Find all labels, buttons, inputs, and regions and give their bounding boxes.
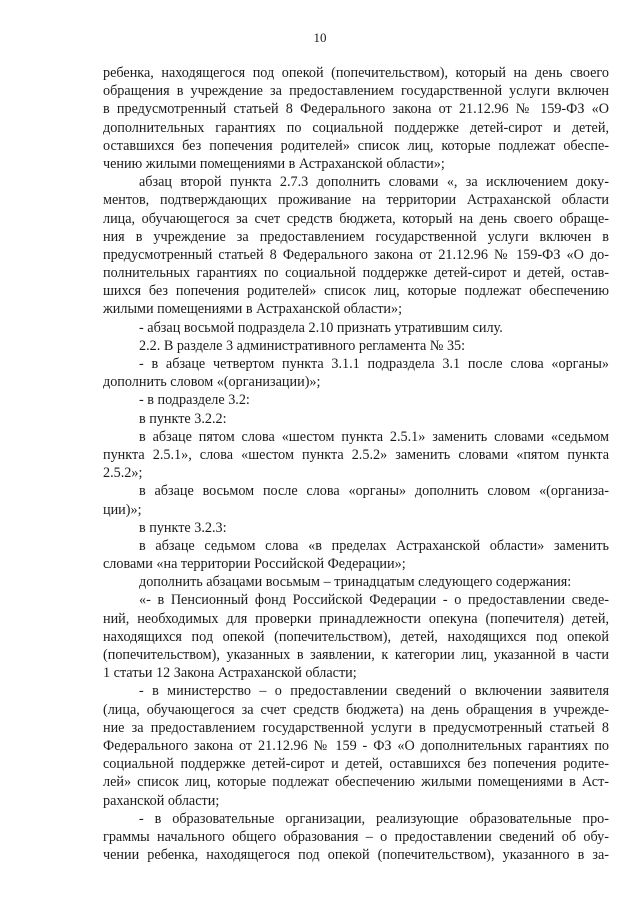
text-line: чении ребенка, находящегося под опекой (попечительством), указанного в за- bbox=[103, 847, 609, 864]
text-line: 2.2. В разделе 3 административного регламента № 35: bbox=[139, 337, 466, 354]
text-line: дополнить словом «(организации)»; bbox=[103, 374, 321, 391]
text-line: (попечительством), указанных в заявлении, к категории лиц, указанной в части bbox=[103, 647, 609, 663]
text-line: ции)»; bbox=[103, 501, 142, 518]
text-line: ментов, подтверждающих проживание на территории Астраханской области bbox=[103, 192, 609, 209]
document-body bbox=[103, 64, 609, 864]
text-line: - в министерство – о предоставлении сведений о включении заявителя bbox=[139, 683, 609, 700]
text-line: ребенка, находящегося под опекой (попечительством), который на день своего bbox=[103, 65, 609, 81]
text-line: Федерального закона от 21.12.96 № 159 - ФЗ «О дополнительных гарантиях по bbox=[103, 737, 609, 754]
text-line: абзац второй пункта 2.7.3 дополнить словами «, за исключением доку- bbox=[139, 174, 609, 191]
text-line: обращения в учреждение за предоставлением государственной услуги включен bbox=[103, 83, 609, 100]
text-line: в пункте 3.2.2: bbox=[139, 410, 227, 427]
text-line: ния в учреждение за предоставлением государственной услуги включен в bbox=[103, 228, 609, 245]
text-line: пункта 2.5.1», слова «шестом пункта 2.5.2» заменить словами «пятом пункта bbox=[103, 446, 609, 463]
text-line: предусмотренный статьей 8 Федерального закона от 21.12.96 № 159-ФЗ «О до- bbox=[103, 246, 609, 263]
text-line: шихся без попечения родителей» список лиц, которые подлежат обеспечению bbox=[103, 283, 609, 300]
text-line: ние за предоставлением государственной услуги в предусмотренный статьей 8 bbox=[103, 719, 609, 736]
text-line: лей» список лиц, которые подлежат обеспечению жилыми помещениями в Аст- bbox=[103, 774, 609, 791]
text-line: чению жилыми помещениями в Астраханской области»; bbox=[103, 155, 445, 172]
text-line: «- в Пенсионный фонд Российской Федерации - о предоставлении сведе- bbox=[139, 592, 609, 609]
text-line: жилыми помещениями в Астраханской области»; bbox=[103, 301, 403, 318]
text-line: в предусмотренный статьей 8 Федерального закона от 21.12.96 № 159-ФЗ «О bbox=[103, 101, 609, 118]
text-line: - в подразделе 3.2: bbox=[139, 392, 250, 409]
text-line: - в абзаце четвертом пункта 3.1.1 подраздела 3.1 после слова «органы» bbox=[139, 356, 609, 372]
text-line: - абзац восьмой подраздела 2.10 признать утратившим силу. bbox=[139, 319, 503, 336]
text-line: 2.5.2»; bbox=[103, 465, 143, 482]
text-line: находящихся под опекой (попечительством), детей, находящихся под опекой bbox=[103, 628, 609, 645]
text-line: в абзаце седьмом слова «в пределах Астраханской области» заменить bbox=[139, 537, 609, 554]
text-line: дополнить абзацами восьмым – тринадцатым следующего содержания: bbox=[139, 574, 572, 591]
text-line: полнительных гарантиях по социальной поддержке детей-сирот и детей, остав- bbox=[103, 265, 609, 282]
text-line: словами «на территории Российской Федерации»; bbox=[103, 556, 406, 573]
text-line: лица, обучающегося за счет средств бюджета, который на день своего обраще- bbox=[103, 210, 609, 227]
page-number: 10 bbox=[313, 30, 327, 45]
text-line: ний, необходимых для проверки принадлежности опекуна (попечителя) детей, bbox=[103, 610, 609, 627]
text-line: в абзаце пятом слова «шестом пункта 2.5.1» заменить словами «седьмом bbox=[139, 428, 609, 445]
text-line: дополнительных гарантиях по социальной поддержке детей-сирот и детей, bbox=[103, 119, 609, 136]
text-line: граммы начального общего образования – о предоставлении сведений об обу- bbox=[103, 828, 609, 845]
text-line: в пункте 3.2.3: bbox=[139, 519, 227, 536]
text-line: в абзаце восьмом после слова «органы» дополнить словом «(организа- bbox=[139, 483, 609, 500]
text-line: оставшихся без попечения родителей» список лиц, которые подлежат обеспе- bbox=[103, 137, 609, 154]
text-line: 1 статьи 12 Закона Астраханской области; bbox=[103, 665, 357, 682]
text-line: раханской области; bbox=[103, 792, 220, 809]
text-line: - в образовательные организации, реализующие образовательные про- bbox=[139, 810, 609, 827]
text-line: социальной поддержке детей-сирот и детей, оставшихся без попечения родите- bbox=[103, 756, 609, 773]
text-line: (лица, обучающегося за счет средств бюджета) на день обращения в учрежде- bbox=[103, 701, 609, 718]
